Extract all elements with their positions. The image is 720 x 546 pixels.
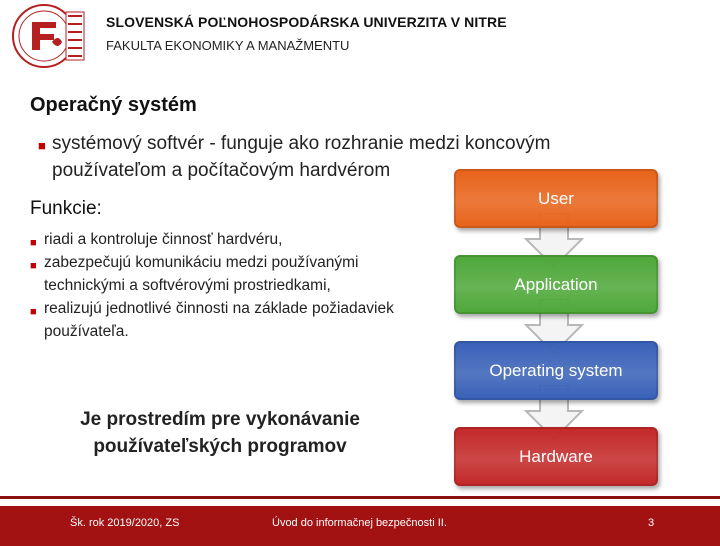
- environment-statement: [40, 406, 400, 460]
- layer-user: User: [454, 169, 658, 228]
- list-item: [30, 297, 410, 343]
- footer-school-year: Šk. rok 2019/2020, ZS: [70, 517, 180, 529]
- university-name: SLOVENSKÁ POĽNOHOSPODÁRSKA UNIVERZITA V NITRE: [106, 14, 507, 30]
- bullet-marker-icon: ■: [38, 138, 46, 153]
- slide-title: Operačný systém: [30, 94, 197, 116]
- list-item: [30, 251, 410, 297]
- function-text: realizujú jednotlivé činnosti na základe požiadaviek používateľa.: [44, 300, 394, 340]
- faculty-name: FAKULTA EKONOMIKY A MANAŽMENTU: [106, 38, 350, 53]
- bullet-marker-icon: ■: [30, 237, 37, 249]
- environment-line-2: používateľských programov: [93, 436, 347, 457]
- layer-application: Application: [454, 255, 658, 314]
- os-layer-diagram: [450, 165, 662, 490]
- bullet-marker-icon: ■: [30, 260, 37, 272]
- environment-line-1: Je prostredím pre vykonávanie: [80, 409, 360, 430]
- bullet-marker-icon: ■: [30, 306, 37, 318]
- page-number: 3: [648, 517, 655, 529]
- functions-list: [30, 228, 410, 343]
- list-item: [30, 228, 410, 251]
- layer-operating-system: Operating system: [454, 341, 658, 400]
- function-text: zabezpečujú komunikáciu medzi používanými technickými a softvérovými prostriedkami,: [44, 254, 359, 294]
- footer-course-title: Úvod do informačnej bezpečnosti II.: [272, 517, 447, 529]
- layer-hardware: Hardware: [454, 427, 658, 486]
- function-text: riadi a kontroluje činnosť hardvéru,: [44, 231, 283, 248]
- main-bullet-line-2: používateľom a počítačovým hardvérom: [52, 160, 391, 181]
- university-logo: [8, 2, 88, 70]
- footer-divider: [0, 496, 720, 499]
- main-bullet-line-1: systémový softvér - funguje ako rozhranie medzi koncovým: [52, 133, 551, 154]
- functions-heading: Funkcie:: [30, 198, 102, 219]
